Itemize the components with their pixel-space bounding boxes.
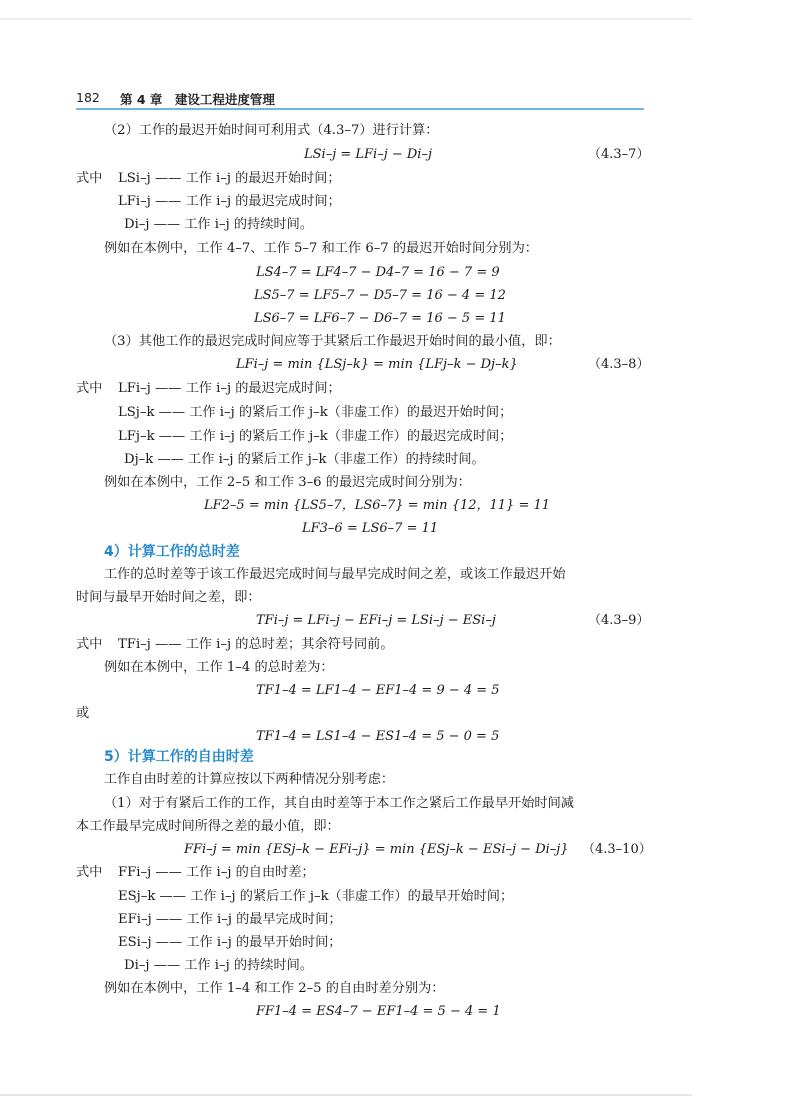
equation: TFi–j = LFi–j − EFi–j = LSi–j − ESi–j	[256, 613, 496, 628]
chapter-title: 第 4 章 建设工程进度管理	[120, 92, 275, 107]
equation: LFi–j = min {LSj–k} = min {LFj–k − Dj–k}	[236, 357, 518, 372]
definition-line: TFi–j —— 工作 i–j 的总时差；其余符号同前。	[118, 637, 394, 652]
paragraph-line: 本工作最早完成时间所得之差的最小值，即：	[76, 819, 340, 834]
equation: LS6–7 = LF6–7 − D6–7 = 16 − 5 = 11	[254, 311, 506, 326]
page-number: 182	[76, 90, 100, 105]
equation-number: （4.3–7）	[588, 147, 650, 162]
definition-line: Di–j —— 工作 i–j 的持续时间。	[124, 217, 314, 232]
equation: LS4–7 = LF4–7 − D4–7 = 16 − 7 = 9	[256, 265, 500, 280]
equation: LSi–j = LFi–j − Di–j	[304, 147, 432, 162]
paragraph-line: 工作的总时差等于该工作最迟完成时间与最早完成时间之差，或该工作最迟开始	[104, 567, 566, 582]
definition-line: ESi–j —— 工作 i–j 的最早开始时间；	[118, 935, 342, 950]
paragraph-line: （3）其他工作的最迟完成时间应等于其紧后工作最迟开始时间的最小值，即：	[104, 334, 561, 349]
equation: LF3–6 = LS6–7 = 11	[302, 521, 439, 536]
definition-line: LSi–j —— 工作 i–j 的最迟开始时间；	[118, 171, 341, 186]
scan-top-edge	[0, 18, 692, 20]
equation: FF1–4 = ES4–7 − EF1–4 = 5 − 4 = 1	[256, 1004, 501, 1019]
definition-line: LFi–j —— 工作 i–j 的最迟完成时间；	[118, 194, 341, 209]
scan-bottom-edge	[0, 1094, 692, 1096]
scan-margin	[692, 0, 800, 1108]
where-label: 式中	[76, 171, 103, 186]
equation: FFi–j = min {ESj–k − EFi–j} = min {ESj–k − ESi–j − Di–j}	[184, 842, 569, 857]
paragraph-line: 工作自由时差的计算应按以下两种情况分别考虑：	[104, 772, 395, 787]
paragraph-line: 例如在本例中，工作 2–5 和工作 3–6 的最迟完成时间分别为：	[104, 475, 471, 490]
equation-number: （4.3–9）	[588, 613, 650, 628]
paragraph-line: （1）对于有紧后工作的工作，其自由时差等于本工作之紧后工作最早开始时间减	[104, 796, 574, 811]
equation: LF2–5 = min {LS5–7，LS6–7} = min {12，11} = 11	[204, 498, 551, 513]
header-rule	[76, 108, 644, 110]
equation: TF1–4 = LS1–4 − ES1–4 = 5 − 0 = 5	[256, 729, 500, 744]
definition-line: FFi–j —— 工作 i–j 的自由时差；	[118, 865, 315, 880]
section-heading: 5）计算工作的自由时差	[104, 749, 254, 765]
where-label: 式中	[76, 865, 103, 880]
definition-line: LSj–k —— 工作 i–j 的紧后工作 j–k（非虚工作）的最迟开始时间；	[118, 405, 513, 420]
definition-line: EFi–j —— 工作 i–j 的最早完成时间；	[118, 912, 342, 927]
paragraph-line: 例如在本例中，工作 4–7、工作 5–7 和工作 6–7 的最迟开始时间分别为：	[104, 241, 538, 256]
where-label: 式中	[76, 381, 103, 396]
paragraph-line: （2）工作的最迟开始时间可利用式（4.3–7）进行计算：	[104, 123, 439, 138]
paragraph-line: 例如在本例中，工作 1–4 和工作 2–5 的自由时差分别为：	[104, 981, 445, 996]
definition-line: Dj–k —— 工作 i–j 的紧后工作 j–k（非虚工作）的持续时间。	[124, 452, 485, 467]
definition-line: LFj–k —— 工作 i–j 的紧后工作 j–k（非虚工作）的最迟完成时间；	[118, 429, 513, 444]
section-heading: 4）计算工作的总时差	[104, 544, 240, 560]
paragraph-line: 时间与最早开始时间之差，即：	[76, 590, 261, 605]
equation-number: （4.3–8）	[588, 357, 650, 372]
running-header	[76, 88, 644, 110]
definition-line: Di–j —— 工作 i–j 的持续时间。	[124, 958, 314, 973]
equation: LS5–7 = LF5–7 − D5–7 = 16 − 4 = 12	[254, 288, 506, 303]
paragraph-line: 例如在本例中，工作 1–4 的总时差为：	[104, 660, 334, 675]
equation-number: （4.3–10）	[582, 842, 652, 857]
definition-line: LFi–j —— 工作 i–j 的最迟完成时间；	[118, 381, 341, 396]
equation: TF1–4 = LF1–4 − EF1–4 = 9 − 4 = 5	[256, 683, 500, 698]
paragraph-line: 或	[76, 706, 90, 721]
where-label: 式中	[76, 637, 103, 652]
definition-line: ESj–k —— 工作 i–j 的紧后工作 j–k（非虚工作）的最早开始时间；	[118, 889, 514, 904]
